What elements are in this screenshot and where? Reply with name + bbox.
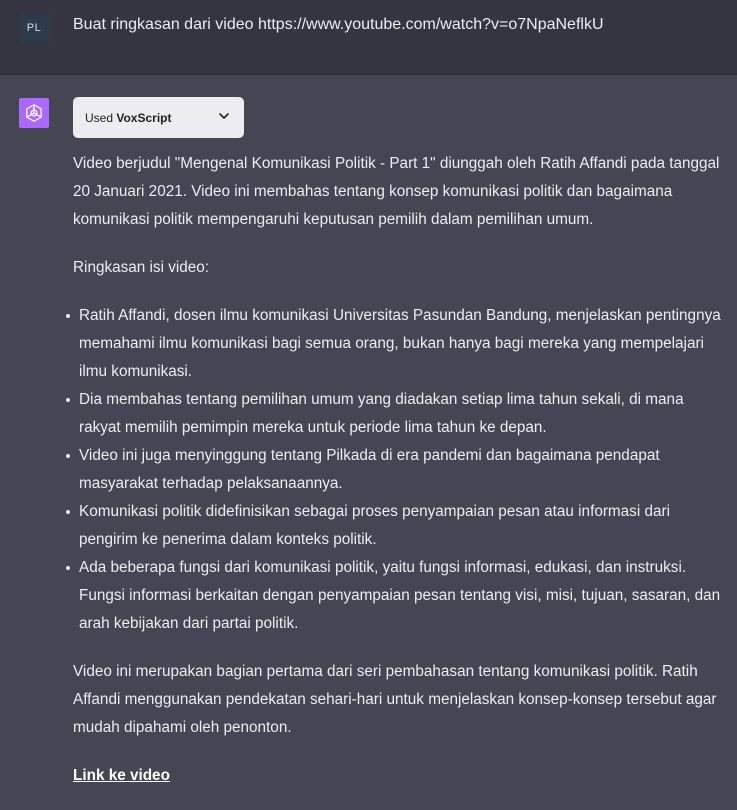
plugin-name: VoxScript xyxy=(116,110,172,125)
response-closing: Video ini merupakan bagian pertama dari seri pembahasan tentang komunikasi politik. Ratih Affandi menggunakan pendekatan sehari-hari untuk menjelaskan konsep-konsep tersebut agar mudah dipahami oleh penonton. xyxy=(73,663,717,736)
list-item: Video ini juga menyinggung tentang Pilkada di era pandemi dan bagaimana pendapat masyarakat terhadap pelaksanaannya. xyxy=(73,442,723,498)
list-item: Ratih Affandi, dosen ilmu komunikasi Universitas Pasundan Bandung, menjelaskan pentingnya memahami ilmu komunikasi bagi semua orang, bukan hanya bagi mereka yang mempelajari ilmu komunikasi. xyxy=(73,302,723,386)
user-message-row xyxy=(0,0,737,75)
assistant-response xyxy=(73,150,723,810)
chevron-down-icon xyxy=(218,110,230,125)
list-item: Ada beberapa fungsi dari komunikasi politik, yaitu fungsi informasi, edukasi, dan instruksi. Fungsi informasi berkaitan dengan penyampaian pesan tentang visi, misi, tujuan, sasaran, dan arah kebijakan dari partai politik. xyxy=(73,554,723,638)
summary-list xyxy=(73,302,723,638)
plugin-used-dropdown[interactable] xyxy=(73,97,244,138)
summary-heading: Ringkasan isi video: xyxy=(73,259,210,276)
list-item: Dia membahas tentang pemilihan umum yang diadakan setiap lima tahun sekali, di mana rakyat memilih pemimpin mereka untuk periode lima tahun ke depan. xyxy=(73,386,723,442)
plugin-used-label: Used VoxScript xyxy=(85,110,172,125)
chatgpt-logo-icon xyxy=(19,98,49,128)
response-intro: Video berjudul "Mengenal Komunikasi Politik - Part 1" diunggah oleh Ratih Affandi pada tanggal 20 Januari 2021. Video ini membahas tentang konsep komunikasi politik dan bagaimana komunikasi politik mempengaruhi keputusan pemilih dalam pemilihan umum. xyxy=(73,155,720,228)
user-avatar: PL xyxy=(19,13,49,43)
video-link[interactable]: Link ke video xyxy=(73,767,170,784)
user-message-text: Buat ringkasan dari video https://www.youtube.com/watch?v=o7NpaNeflkU xyxy=(73,16,604,33)
list-item: Komunikasi politik didefinisikan sebagai proses penyampaian pesan atau informasi dari pengirim ke penerima dalam konteks politik. xyxy=(73,498,723,554)
